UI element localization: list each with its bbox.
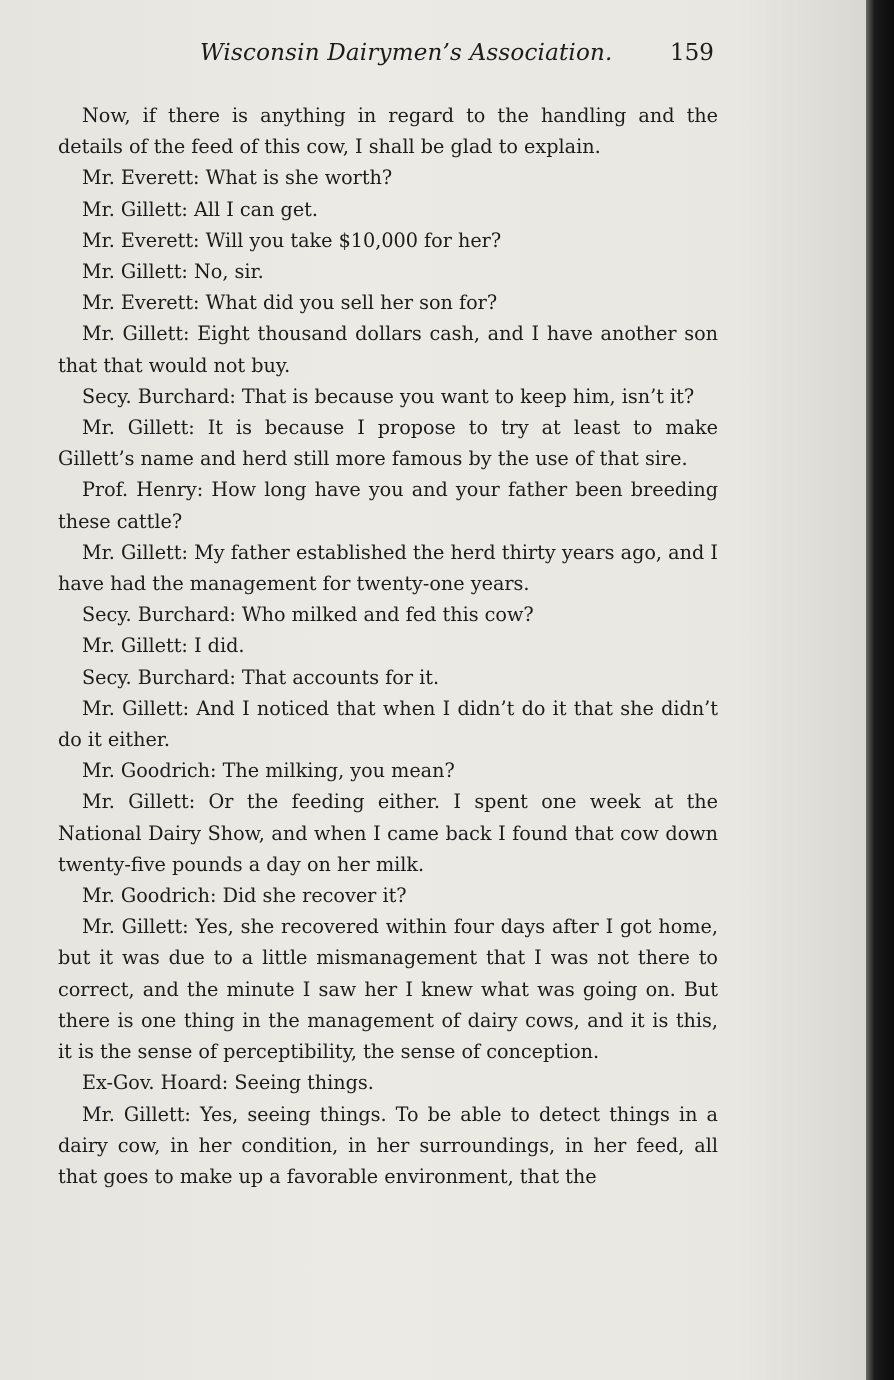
paragraph: Secy. Burchard: That accounts for it. bbox=[82, 665, 440, 689]
body-text bbox=[58, 100, 718, 1192]
paragraph: Mr. Gillett: All I can get. bbox=[82, 197, 318, 221]
book-spine-shadow bbox=[866, 0, 894, 1380]
paragraph: Secy. Burchard: That is because you want to keep him, isn’t it? bbox=[82, 384, 695, 408]
paragraph: Mr. Gillett: It is because I propose to try at least to make Gillett’s name and herd still more famous by the use of that sire. bbox=[58, 416, 718, 471]
paragraph: Mr. Gillett: Yes, seeing things. To be able to detect things in a dairy cow, in her condition, in her surroundings, in her feed, all that goes to make up a favorable environment, that the bbox=[58, 1102, 718, 1188]
paragraph: Mr. Everett: What is she worth? bbox=[82, 166, 393, 190]
paragraph: Mr. Everett: Will you take $10,000 for her? bbox=[82, 228, 502, 252]
paragraph: Mr. Gillett: I did. bbox=[82, 634, 245, 658]
paragraph: Mr. Gillett: My father established the herd thirty years ago, and I have had the management for twenty-one years. bbox=[58, 540, 718, 596]
page-header bbox=[0, 40, 866, 76]
paragraph: Mr. Gillett: And I noticed that when I didn’t do it that she didn’t do it either. bbox=[58, 696, 718, 752]
paragraph: Mr. Everett: What did you sell her son for? bbox=[82, 291, 498, 315]
paragraph: Mr. Goodrich: The milking, you mean? bbox=[82, 759, 455, 783]
paragraph: Now, if there is anything in regard to the handling and the details of the feed of this cow, I shall be glad to explain. bbox=[58, 104, 718, 159]
running-head: Wisconsin Dairymen’s Association. bbox=[200, 40, 613, 66]
paragraph: Ex-Gov. Hoard: Seeing things. bbox=[82, 1071, 374, 1095]
paragraph: Secy. Burchard: Who milked and fed this cow? bbox=[82, 603, 534, 627]
paragraph: Mr. Goodrich: Did she recover it? bbox=[82, 884, 407, 908]
paragraph: Mr. Gillett: Yes, she recovered within four days after I got home, but it was due to a little mismanagement that I was not there to correct, and the minute I saw her I knew what was going on. But there is one thing in the management of dairy cows, and it is this, it is the sense of perceptibility, the sense of conception. bbox=[58, 915, 718, 1064]
paragraph: Mr. Gillett: No, sir. bbox=[82, 260, 264, 284]
paragraph: Mr. Gillett: Eight thousand dollars cash, and I have another son that that would not buy. bbox=[58, 322, 718, 377]
page-number: 159 bbox=[670, 40, 714, 66]
paragraph: Mr. Gillett: Or the feeding either. I spent one week at the National Dairy Show, and when I came back I found that cow down twenty-five pounds a day on her milk. bbox=[58, 790, 718, 876]
paragraph: Prof. Henry: How long have you and your father been breeding these cattle? bbox=[58, 478, 718, 533]
